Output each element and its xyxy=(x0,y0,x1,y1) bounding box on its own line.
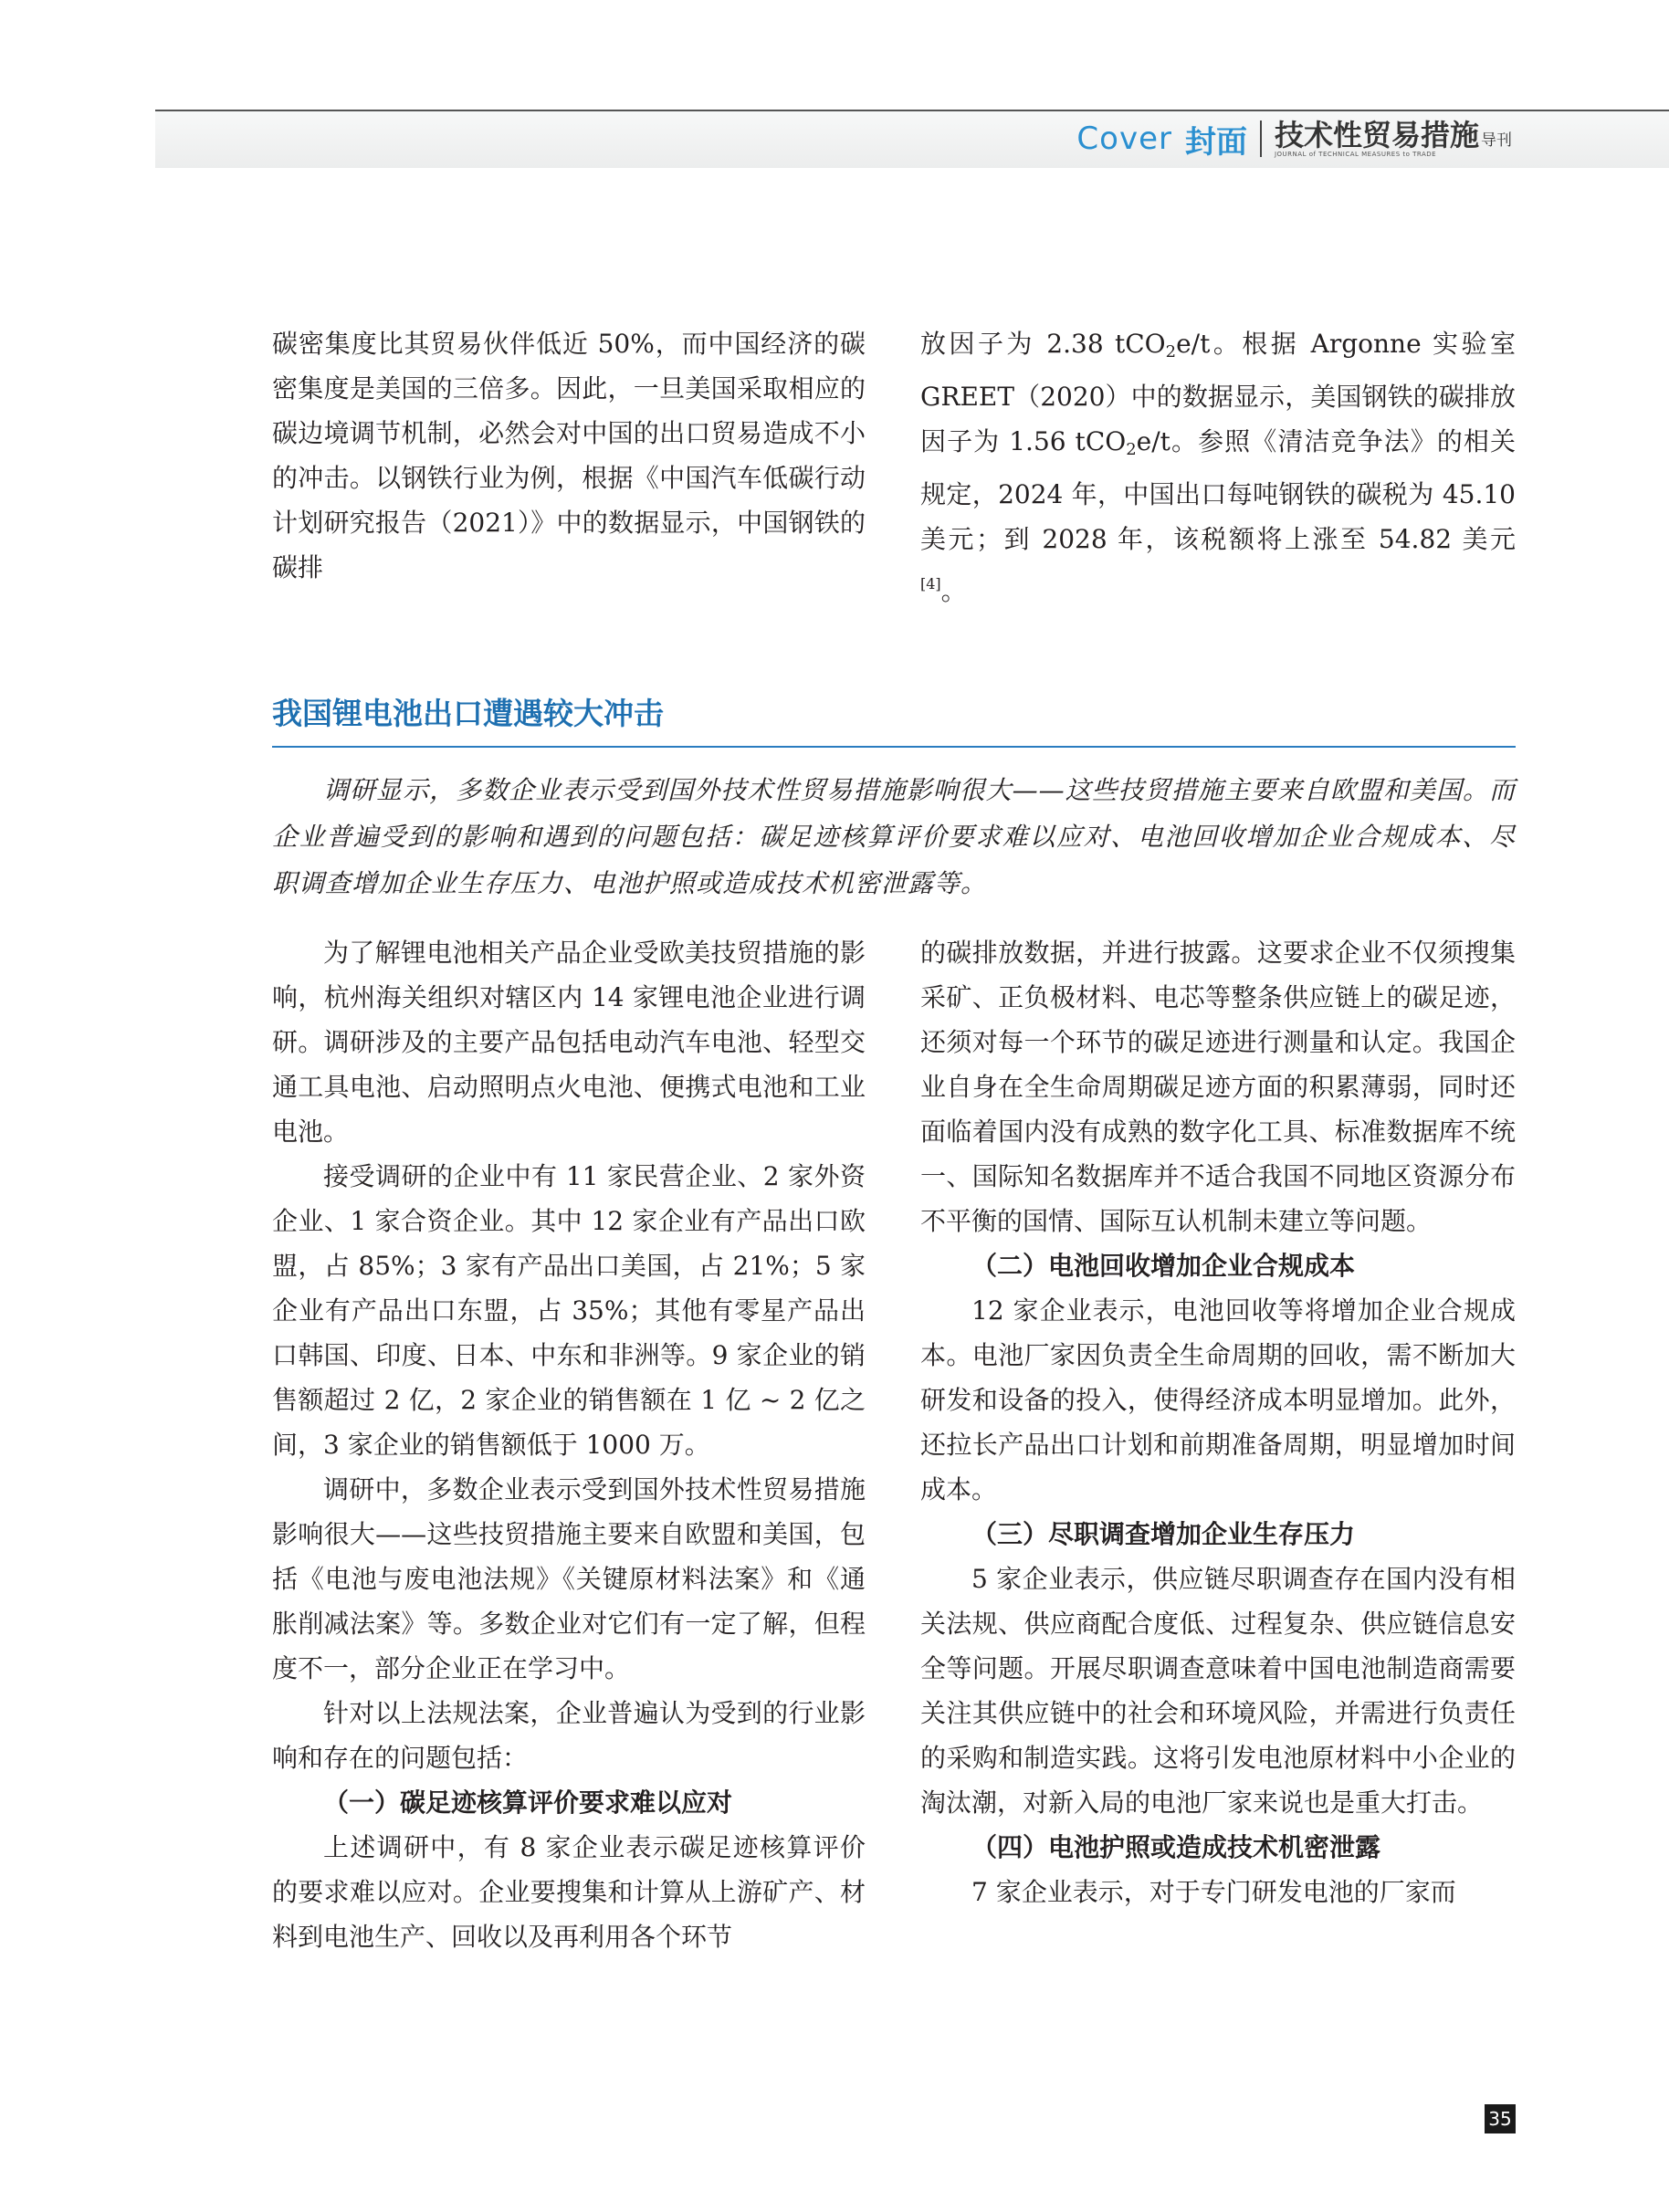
paragraph: 碳密集度比其贸易伙伴低近 50%，而中国经济的碳密集度是美国的三倍多。因此，一旦美国采取相应的碳边境调节机制，必然会对中国的出口贸易造成不小的冲击。以钢铁行业为例，根据《中国汽车低碳行动计划研究报告（2021）》中的数据显示，中国钢铁的碳排 xyxy=(272,329,866,582)
paragraph: 调研中，多数企业表示受到国外技术性贸易措施影响很大——这些技贸措施主要来自欧盟和美国，包括《电池与废电池法规》《关键原材料法案》和《通胀削减法案》等。多数企业对它们有一定了解，但程度不一，部分企业正在学习中。 xyxy=(272,1474,866,1683)
section-abstract: 调研显示，多数企业表示受到国外技术性贸易措施影响很大——这些技贸措施主要来自欧盟和美国。而企业普遍受到的影响和遇到的问题包括：碳足迹核算评价要求难以应对、电池回收增加企业合规成本、尽职调查增加企业生存压力、电池护照或造成技术机密泄露等。 xyxy=(272,775,1516,898)
citation-ref: [4] xyxy=(920,575,941,592)
journal-name: 技术性贸易措施 导刊 xyxy=(1274,117,1512,152)
header-cover-en: Cover xyxy=(1076,121,1172,157)
journal-name-en: JOURNAL of TECHNICAL MEASURES to TRADE xyxy=(1274,150,1437,158)
paragraph: 为了解锂电池相关产品企业受欧美技贸措施的影响，杭州海关组织对辖区内 14 家锂电池企业进行调研。调研涉及的主要产品包括电动汽车电池、轻型交通工具电池、启动照明点火电池、便携式电池和工业电池。 xyxy=(272,938,866,1147)
header-divider xyxy=(1260,121,1262,157)
subheading: （一）碳足迹核算评价要求难以应对 xyxy=(323,1787,733,1818)
subheading: （四）电池护照或造成技术机密泄露 xyxy=(971,1832,1381,1862)
paragraph: 上述调研中，有 8 家企业表示碳足迹核算评价的要求难以应对。企业要搜集和计算从上游矿产、材料到电池生产、回收以及再利用各个环节 xyxy=(272,1832,866,1952)
section-title: 我国锂电池出口遭遇较大冲击 xyxy=(272,690,1516,748)
subheading: （三）尽职调查增加企业生存压力 xyxy=(971,1519,1356,1549)
paragraph: 针对以上法规法案，企业普遍认为受到的行业影响和存在的问题包括： xyxy=(272,1698,866,1773)
paragraph: 接受调研的企业中有 11 家民营企业、2 家外资企业、1 家合资企业。其中 12 家企业有产品出口欧盟，占 85%；3 家有产品出口美国，占 21%；5 家企业有产品出口东盟，占 35%；其他有零星产品出口韩国、印度、日本、中东和非洲等。9 家企业的销售额超过 2 亿，2 家企业的销售额在 1 亿 ~ 2 亿之间，3 家企业的销售额低于 1000 万。 xyxy=(272,1161,866,1460)
subheading: （二）电池回收增加企业合规成本 xyxy=(971,1251,1356,1281)
page-number: 35 xyxy=(1485,2104,1516,2133)
body-right-column xyxy=(920,930,1516,1914)
paragraph: 放因子为 2.38 tCO$_2$e/t。根据 Argonne 实验室 GREET（2020）中的数据显示，美国钢铁的碳排放因子为 1.56 tCO$_2$e/t。参照《清洁竞争法》的相关规定，2024 年，中国出口每吨钢铁的碳税为 45.10 美元；到 2028 年，该税额将上涨至 54.82 美元[4]。 xyxy=(920,329,1516,606)
paragraph: 5 家企业表示，供应链尽职调查存在国内没有相关法规、供应商配合度低、过程复杂、供应链信息安全等问题。开展尽职调查意味着中国电池制造商需要关注其供应链中的社会和环境风险，并需进行负责任的采购和制造实践。这将引发电池原材料中小企业的淘汰潮，对新入局的电池厂家来说也是重大打击。 xyxy=(920,1564,1516,1818)
journal-logo xyxy=(1274,117,1512,158)
body-left-column xyxy=(272,930,866,1959)
paragraph: 7 家企业表示，对于专门研发电池的厂家而 xyxy=(971,1877,1456,1907)
header-cover-cn: 封面 xyxy=(1184,123,1247,161)
top-left-column xyxy=(272,321,866,590)
top-right-column xyxy=(920,321,1516,613)
paragraph: 12 家企业表示，电池回收等将增加企业合规成本。电池厂家因负责全生命周期的回收，需不断加大研发和设备的投入，使得经济成本明显增加。此外，还拉长产品出口计划和前期准备周期，明显增加时间成本。 xyxy=(920,1295,1516,1504)
paragraph: 的碳排放数据，并进行披露。这要求企业不仅须搜集采矿、正负极材料、电芯等整条供应链上的碳足迹，还须对每一个环节的碳足迹进行测量和认定。我国企业自身在全生命周期碳足迹方面的积累薄弱，同时还面临着国内没有成熟的数字化工具、标准数据库不统一、国际知名数据库并不适合我国不同地区资源分布不平衡的国情、国际互认机制未建立等问题。 xyxy=(920,938,1516,1236)
running-header xyxy=(1076,119,1512,159)
